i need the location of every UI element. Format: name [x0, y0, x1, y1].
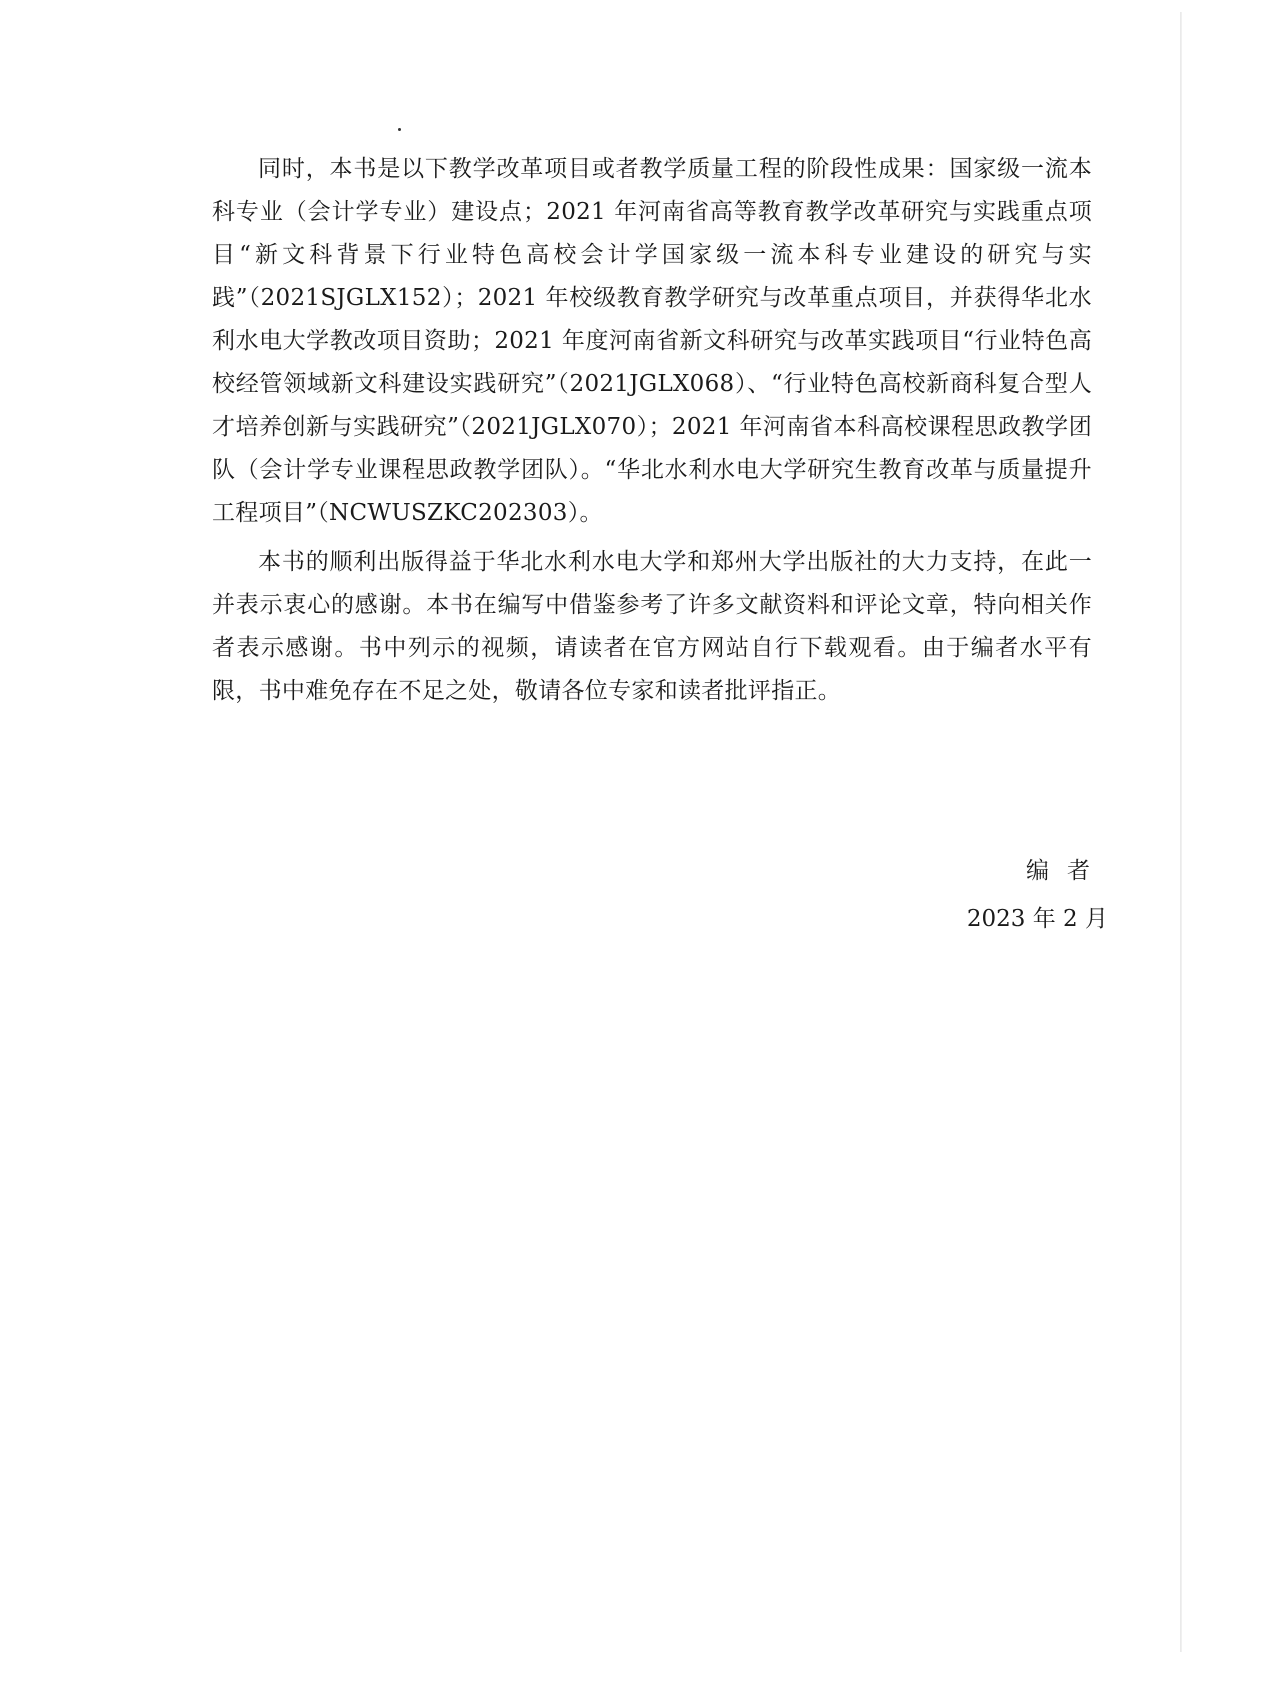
- paragraph-acknowledgements: 本书的顺利出版得益于华北水利水电大学和郑州大学出版社的大力支持，在此一并表示衷心的感谢。本书在编写中借鉴参考了许多文献资料和评论文章，特向相关作者表示感谢。书中列示的视频，请读者在官方网站自行下载观看。由于编者水平有限，书中难免存在不足之处，敬请各位专家和读者批评指正。: [212, 549, 1092, 704]
- signature-author: 编者: [1026, 858, 1108, 884]
- signature-date: 2023 年 2 月: [966, 906, 1108, 932]
- page-edge-shadow: [1180, 12, 1182, 1652]
- scan-speck: [398, 128, 401, 131]
- preface-body: [212, 148, 1092, 713]
- paragraph-projects: 同时，本书是以下教学改革项目或者教学质量工程的阶段性成果：国家级一流本科专业（会计学专业）建设点；2021 年河南省高等教育教学改革研究与实践重点项目“新文科背景下行业特色高校会计学国家级一流本科专业建设的研究与实践”（2021SJGLX152）；2021 年校级教育教学研究与改革重点项目，并获得华北水利水电大学教改项目资助；2021 年度河南省新文科研究与改革实践项目“行业特色高校经管领域新文科建设实践研究”（2021JGLX068）、“行业特色高校新商科复合型人才培养创新与实践研究”（2021JGLX070）；2021 年河南省本科高校课程思政教学团队（会计学专业课程思政教学团队）。“华北水利水电大学研究生教育改革与质量提升工程项目”（NCWUSZKC202303）。: [212, 156, 1092, 526]
